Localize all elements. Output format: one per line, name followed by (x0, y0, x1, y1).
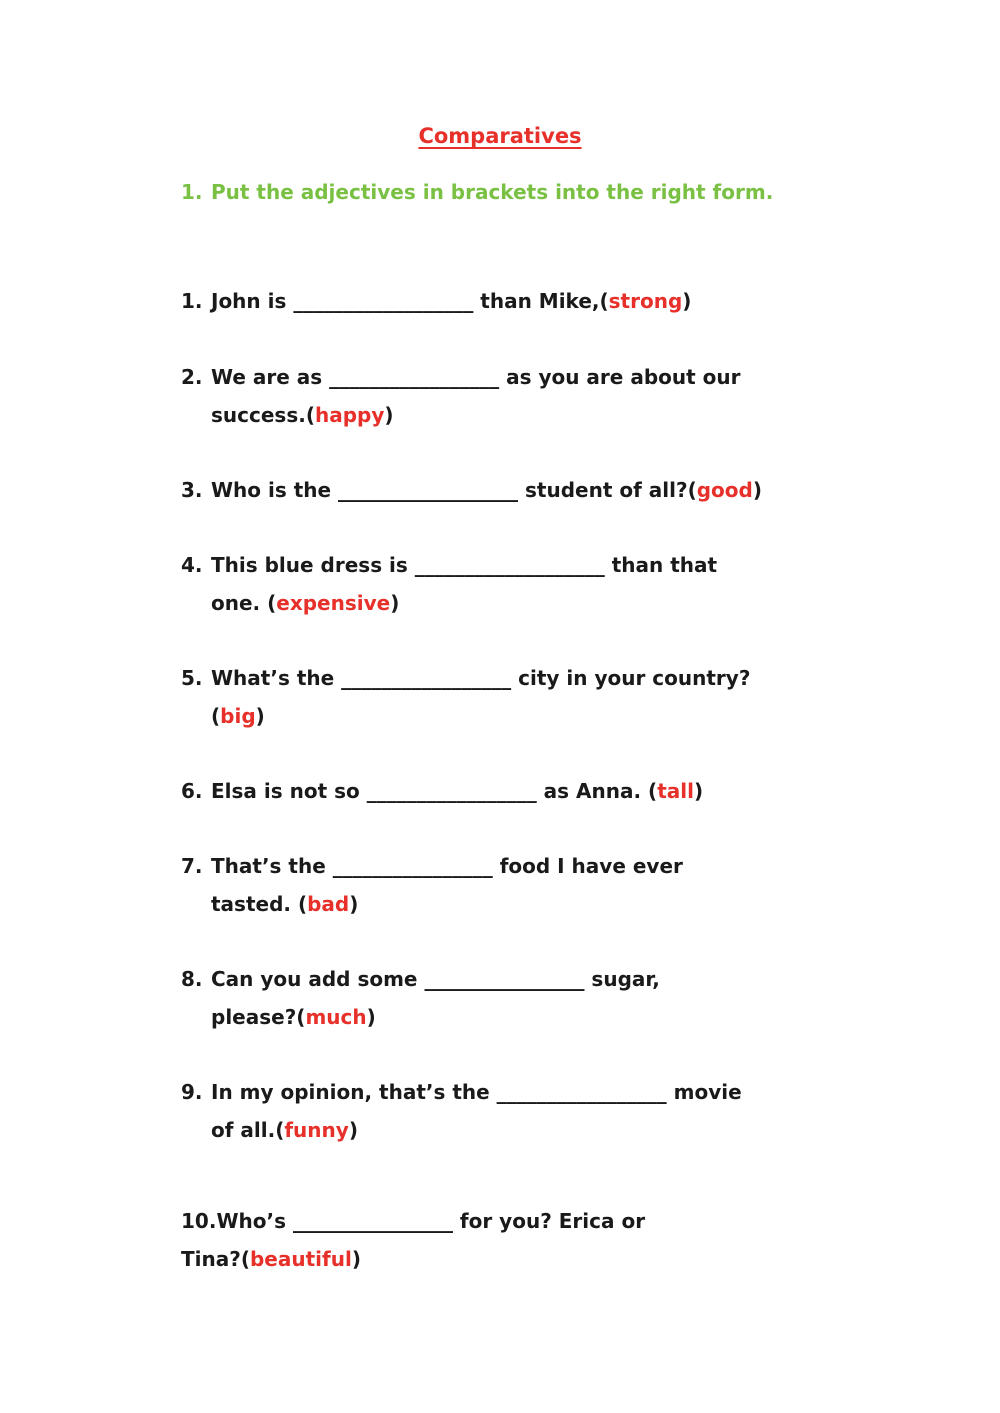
exercise-item-4 (181, 547, 717, 622)
item-number: 4. (181, 553, 203, 577)
exercise-item-8 (181, 961, 660, 1036)
page-title: Comparatives (418, 124, 582, 148)
item-text: Who’s ________________ for you? Erica or (216, 1209, 646, 1233)
item-hint-word: strong (608, 289, 683, 313)
item-close-paren: ) (349, 891, 359, 916)
item-hint-word: tall (657, 779, 694, 803)
item-close-paren: ) (348, 1117, 358, 1142)
exercise-item-6 (181, 773, 703, 811)
exercise-item-2 (181, 359, 740, 434)
item-close-paren: ) (682, 289, 692, 313)
item-text-cont: of all.( (211, 1117, 285, 1142)
item-continuation (181, 1241, 645, 1279)
item-text: This blue dress is ___________________ than that (211, 553, 718, 577)
item-text-cont: tasted. ( (211, 891, 308, 916)
item-number: 5. (181, 666, 203, 690)
item-continuation (181, 585, 717, 623)
item-hint-word: beautiful (249, 1246, 352, 1271)
exercise-item-10 (181, 1203, 645, 1278)
item-text: In my opinion, that’s the _________________ movie (211, 1080, 742, 1104)
item-text: What’s the _________________ city in your country? (211, 666, 751, 690)
item-number: 2. (181, 365, 203, 389)
item-close-paren: ) (390, 590, 400, 615)
item-text: Can you add some ________________ sugar, (211, 967, 660, 991)
item-number: 1. (181, 289, 203, 313)
item-close-paren: ) (384, 402, 394, 427)
item-hint-word: expensive (276, 590, 391, 615)
item-text-cont: ( (211, 703, 221, 728)
item-continuation (181, 886, 683, 924)
exercise-item-5 (181, 660, 750, 735)
item-hint-word: bad (307, 891, 350, 916)
item-number: 6. (181, 779, 203, 803)
item-hint-word: good (696, 478, 753, 502)
item-number: 7. (181, 854, 203, 878)
exercise-item-7 (181, 848, 683, 923)
instruction-number: 1. (181, 180, 203, 204)
item-text: That’s the ________________ food I have ever (211, 854, 683, 878)
item-text: Who is the __________________ student of all?( (211, 478, 697, 502)
item-text: We are as _________________ as you are about our (211, 365, 741, 389)
item-text: Elsa is not so _________________ as Anna. ( (211, 779, 658, 803)
item-number: 9. (181, 1080, 203, 1104)
item-number: 8. (181, 967, 203, 991)
item-text: John is __________________ than Mike,( (211, 289, 609, 313)
item-text-cont: please?( (211, 1004, 306, 1029)
item-continuation (181, 397, 740, 435)
item-continuation (181, 698, 750, 736)
item-hint-word: much (305, 1004, 367, 1029)
item-continuation (181, 999, 660, 1037)
instruction-text: Put the adjectives in brackets into the right form. (211, 180, 774, 204)
item-close-paren: ) (351, 1246, 361, 1271)
exercise-item-3 (181, 472, 762, 510)
exercise-instruction (181, 180, 773, 204)
item-close-paren: ) (752, 478, 762, 502)
item-hint-word: happy (314, 402, 385, 427)
item-hint-word: big (220, 703, 256, 728)
exercise-item-9 (181, 1074, 742, 1149)
item-text-cont: Tina?( (181, 1246, 250, 1271)
item-close-paren: ) (693, 779, 704, 803)
item-text-cont: success.( (211, 402, 315, 427)
item-close-paren: ) (255, 703, 265, 728)
item-text-cont: one. ( (211, 590, 277, 615)
item-hint-word: funny (284, 1117, 349, 1142)
item-number: 10. (181, 1209, 217, 1233)
item-number: 3. (181, 478, 203, 502)
item-close-paren: ) (366, 1004, 376, 1029)
item-continuation (181, 1112, 742, 1150)
exercise-item-1 (181, 283, 691, 321)
